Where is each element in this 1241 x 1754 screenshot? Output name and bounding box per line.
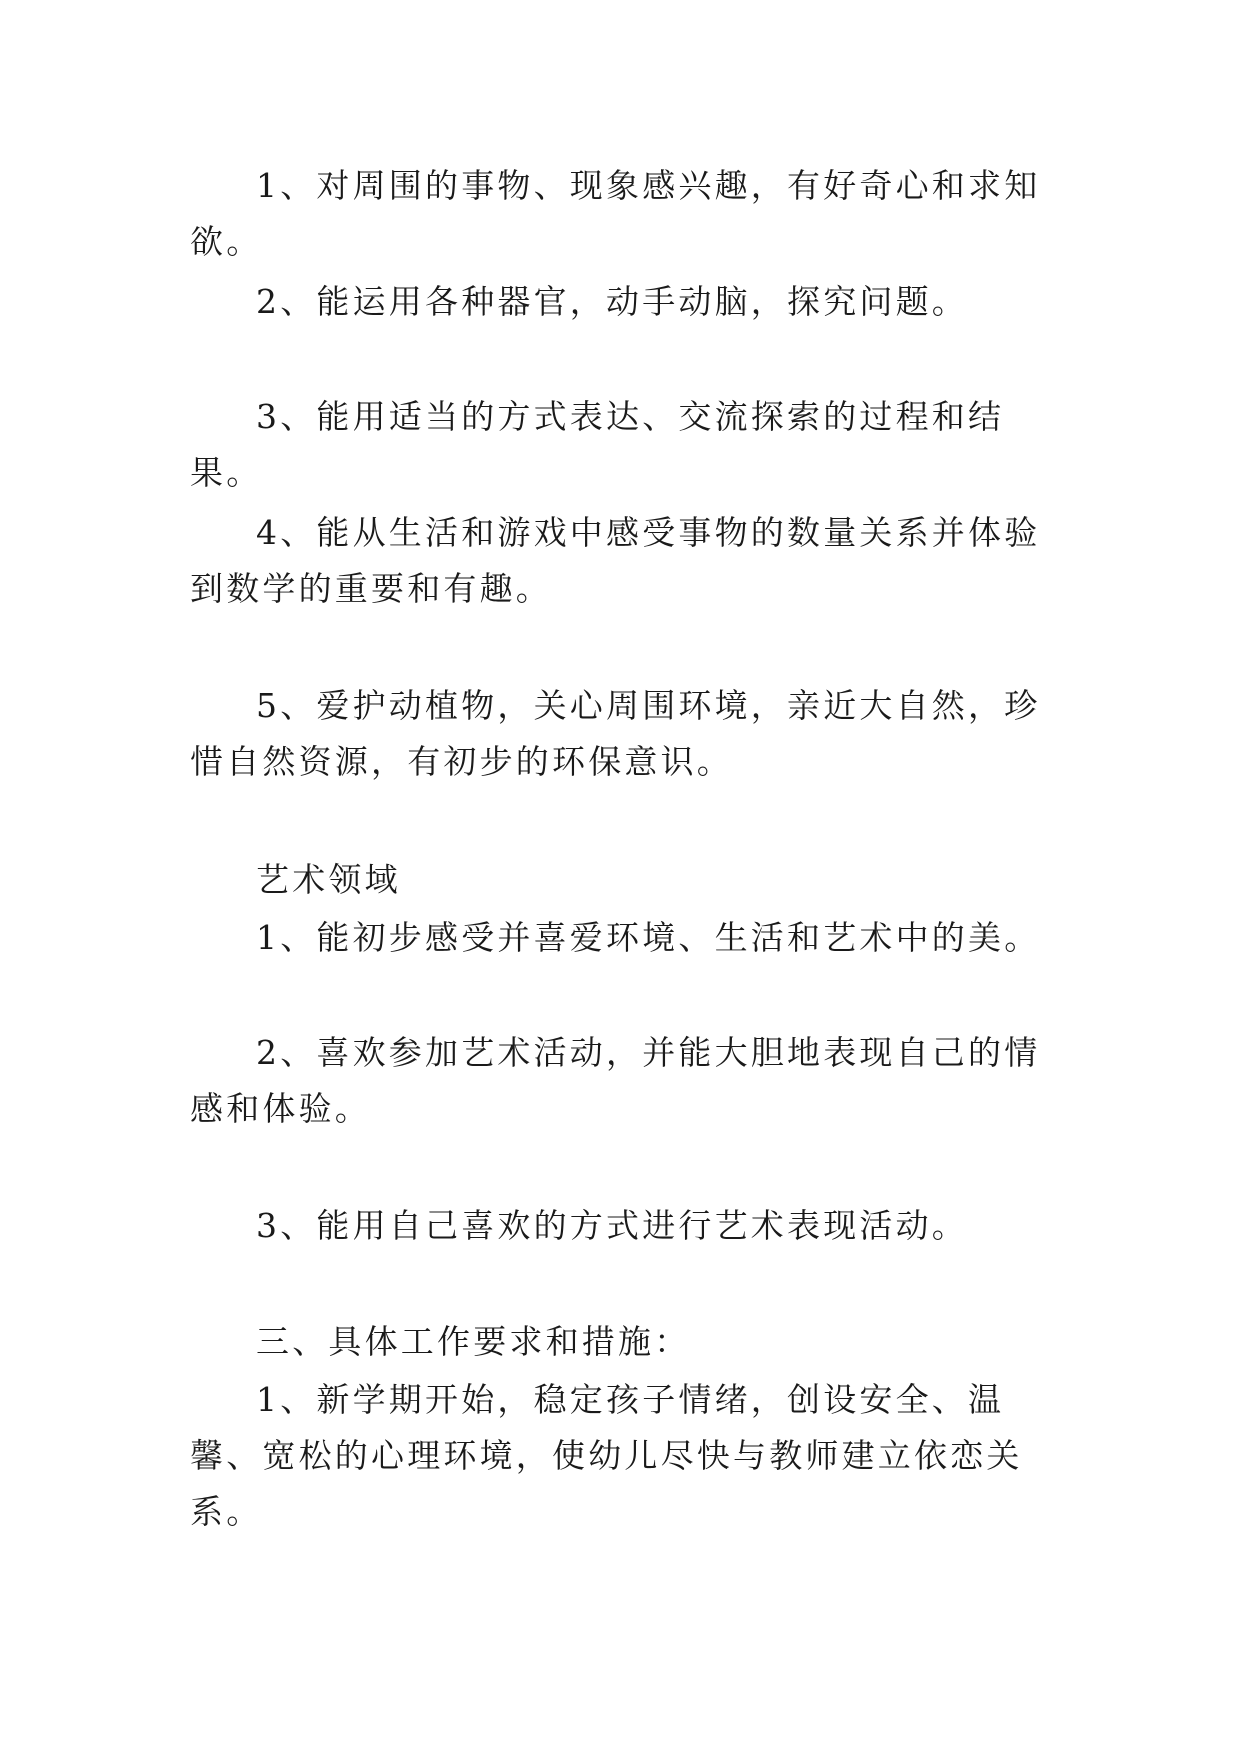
paragraph-art-1: 1、能初步感受并喜爱环境、生活和艺术中的美。 <box>256 918 1041 957</box>
paragraph-measures-1: 1、新学期开始，稳定孩子情绪，创设安全、温馨、宽松的心理环境，使幼儿尽快与教师建立依恋关系。 <box>190 1380 1023 1531</box>
section-heading-measures: 三、具体工作要求和措施： <box>256 1322 691 1361</box>
paragraph-5: 5、爱护动植物，关心周围环境，亲近大自然，珍惜自然资源，有初步的环保意识。 <box>190 686 1041 781</box>
paragraph-art-2: 2、喜欢参加艺术活动，并能大胆地表现自己的情感和体验。 <box>190 1033 1041 1128</box>
paragraph-3: 3、能用适当的方式表达、交流探索的过程和结果。 <box>190 397 1005 492</box>
section-heading-art: 艺术领域 <box>256 860 401 899</box>
paragraph-art-3: 3、能用自己喜欢的方式进行艺术表现活动。 <box>256 1206 968 1245</box>
paragraph-1: 1、对周围的事物、现象感兴趣，有好奇心和求知欲。 <box>190 166 1041 261</box>
paragraph-2: 2、能运用各种器官，动手动脑，探究问题。 <box>256 282 968 321</box>
paragraph-4: 4、能从生活和游戏中感受事物的数量关系并体验到数学的重要和有趣。 <box>190 513 1041 608</box>
